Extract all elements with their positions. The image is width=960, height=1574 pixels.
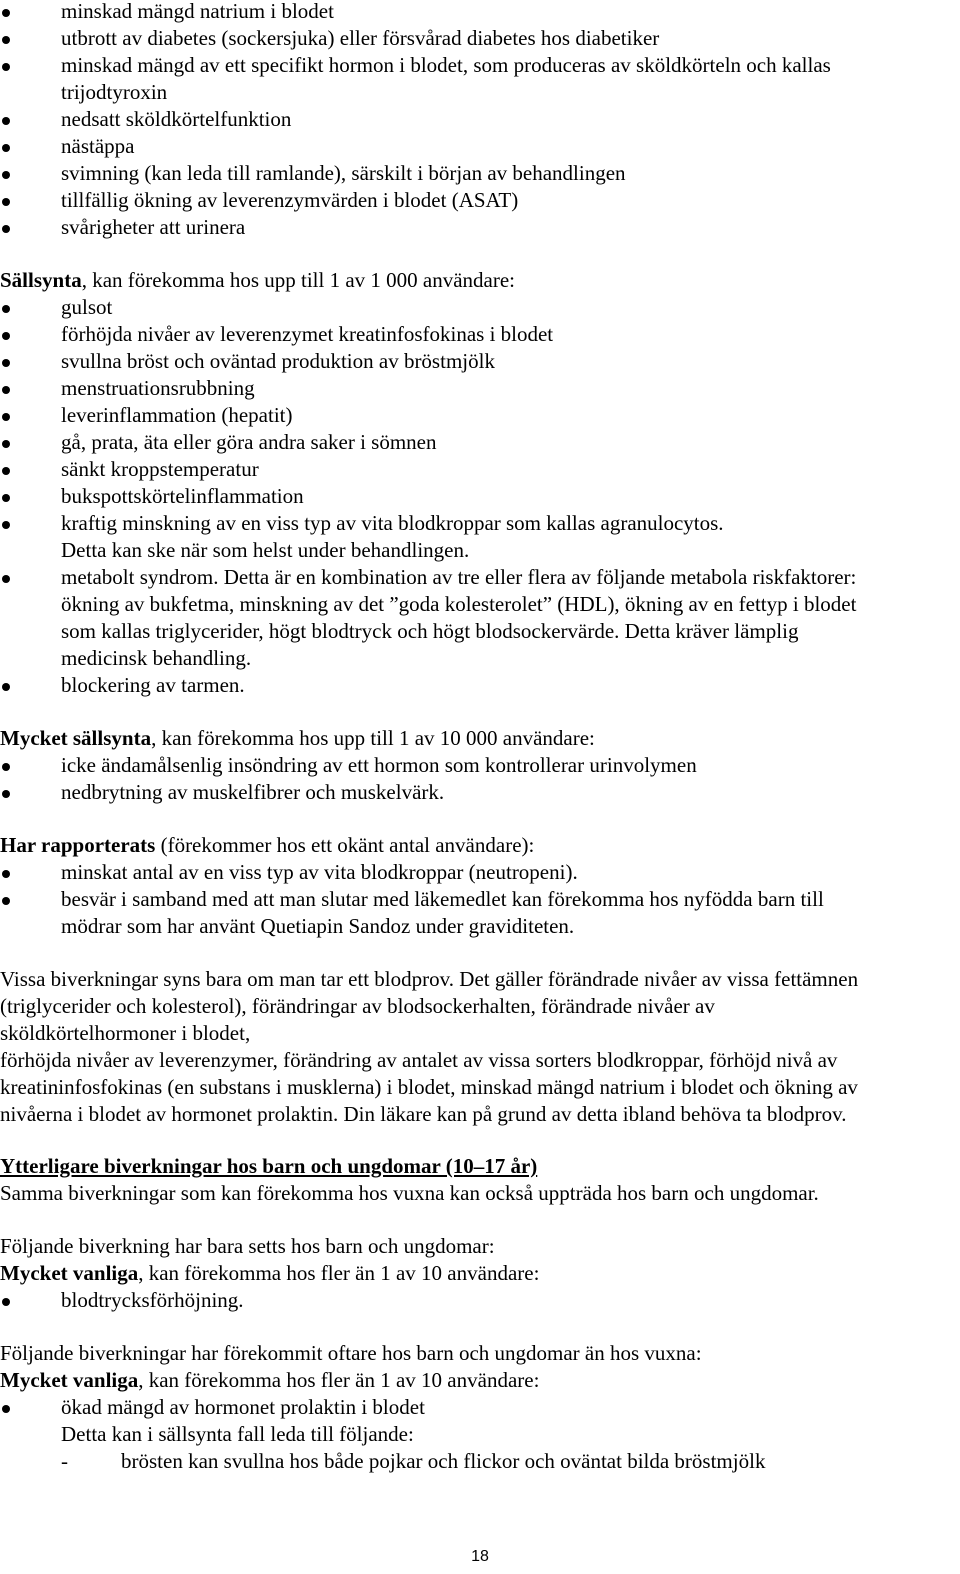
reported-heading-bold: Har rapporterats [0,833,156,857]
rare-heading [0,267,958,294]
children-more-often-lead: Följande biverkningar har förekommit oftare hos barn och ungdomar än hos vuxna: [0,1341,702,1365]
blood-test-paragraph-2: förhöjda nivåer av leverenzymer, förändring av antalet av vissa sorters blodkroppar, förhöjd nivå av kreatininfosfokinas (en substans i musklerna) i blodet, minskad mängd natrium i blodet och ökning av nivåerna i blodet av hormonet prolaktin. Din läkare kan på grund av detta ibland behöva ta blodprov. [0,1048,858,1126]
children-very-common-list [0,1287,958,1314]
list-item: kraftig minskning av en viss typ av vita blodkroppar som kallas agranulocytos. Detta kan ske när som helst under behandlingen. [0,510,958,564]
children-only-lead: Följande biverkning har bara setts hos barn och ungdomar: [0,1234,495,1258]
list-item: minskad mängd natrium i blodet [0,0,958,25]
list-item: nästäppa [0,133,958,160]
list-item: leverinflammation (hepatit) [0,402,958,429]
children-very-common-list-2 [0,1394,958,1421]
list-item: metabolt syndrom. Detta är en kombination av tre eller flera av följande metabola riskfaktorer: ökning av bukfetma, minskning av det ”goda kolesterolet” (HDL), ökning av en fettyp i blodet som kallas triglycerider, högt blodtryck och högt blodsockervärde. Detta kräver lämplig medicinsk behandling. [0,564,958,672]
very-rare-heading-rest: , kan förekomma hos upp till 1 av 10 000 användare: [151,726,595,750]
children-intro: Samma biverkningar som kan förekomma hos vuxna kan också uppträda hos barn och ungdomar. [0,1181,819,1205]
rare-list [0,294,958,699]
very-rare-heading-bold: Mycket sällsynta [0,726,152,750]
list-item: svullna bröst och oväntad produktion av bröstmjölk [0,348,958,375]
list-item: minskat antal av en viss typ av vita blodkroppar (neutropeni). [0,859,958,886]
rare-heading-bold: Sällsynta [0,268,82,292]
children-heading-text: Ytterligare biverkningar hos barn och ungdomar (10–17 år) [0,1154,538,1178]
dash-list-item [0,1448,958,1475]
list-item: minskad mängd av ett specifikt hormon i blodet, som produceras av sköldkörteln och kallas trijodtyroxin [0,52,958,106]
list-item: blodtrycksförhöjning. [0,1287,958,1314]
very-common-heading-2 [0,1367,958,1394]
common-side-effects-list-end [0,0,958,241]
reported-heading-rest: (förekommer hos ett okänt antal användare): [155,833,535,857]
blood-test-paragraph: Vissa biverkningar syns bara om man tar ett blodprov. Det gäller förändrade nivåer av vissa fettämnen (triglycerider och kolesterol), förändringar av blodsockerhalten, förändrade nivåer av sköldkörtelhormoner i blodet, [0,967,859,1045]
list-item: gå, prata, äta eller göra andra saker i sömnen [0,429,958,456]
list-item: svimning (kan leda till ramlande), särskilt i början av behandlingen [0,160,958,187]
rare-heading-rest: , kan förekomma hos upp till 1 av 1 000 användare: [81,268,516,292]
list-item: ökad mängd av hormonet prolaktin i blodet [0,1394,958,1421]
list-item: icke ändamålsenlig insöndring av ett hormon som kontrollerar urinvolymen [0,752,958,779]
very-common-heading-rest: , kan förekomma hos fler än 1 av 10 användare: [138,1261,540,1285]
list-item: besvär i samband med att man slutar med läkemedlet kan förekomma hos nyfödda barn till mödrar som har använt Quetiapin Sandoz under graviditeten. [0,886,958,940]
list-item: blockering av tarmen. [0,672,958,699]
dash-marker: - [61,1449,68,1473]
list-item: gulsot [0,294,958,321]
list-item: utbrott av diabetes (sockersjuka) eller försvårad diabetes hos diabetiker [0,25,958,52]
list-item: nedsatt sköldkörtelfunktion [0,106,958,133]
children-section-heading [0,1153,958,1180]
rare-consequence-lead: Detta kan i sällsynta fall leda till följande: [61,1422,414,1446]
reported-list [0,859,958,940]
reported-heading [0,832,958,859]
list-item: menstruationsrubbning [0,375,958,402]
very-common-heading-2-rest: , kan förekomma hos fler än 1 av 10 användare: [138,1368,540,1392]
very-common-heading [0,1260,958,1287]
list-item: tillfällig ökning av leverenzymvärden i blodet (ASAT) [0,187,958,214]
very-rare-heading [0,725,958,752]
list-item: bukspottskörtelinflammation [0,483,958,510]
very-common-heading-bold: Mycket vanliga [0,1261,139,1285]
list-item: förhöjda nivåer av leverenzymet kreatinfosfokinas i blodet [0,321,958,348]
page-number: 18 [471,1548,489,1565]
list-item: svårigheter att urinera [0,214,958,241]
very-rare-list [0,752,958,806]
dash-item-text: brösten kan svullna hos både pojkar och flickor och oväntat bilda bröstmjölk [121,1449,766,1473]
very-common-heading-2-bold: Mycket vanliga [0,1368,139,1392]
list-item: nedbrytning av muskelfibrer och muskelvärk. [0,779,958,806]
list-item: sänkt kroppstemperatur [0,456,958,483]
